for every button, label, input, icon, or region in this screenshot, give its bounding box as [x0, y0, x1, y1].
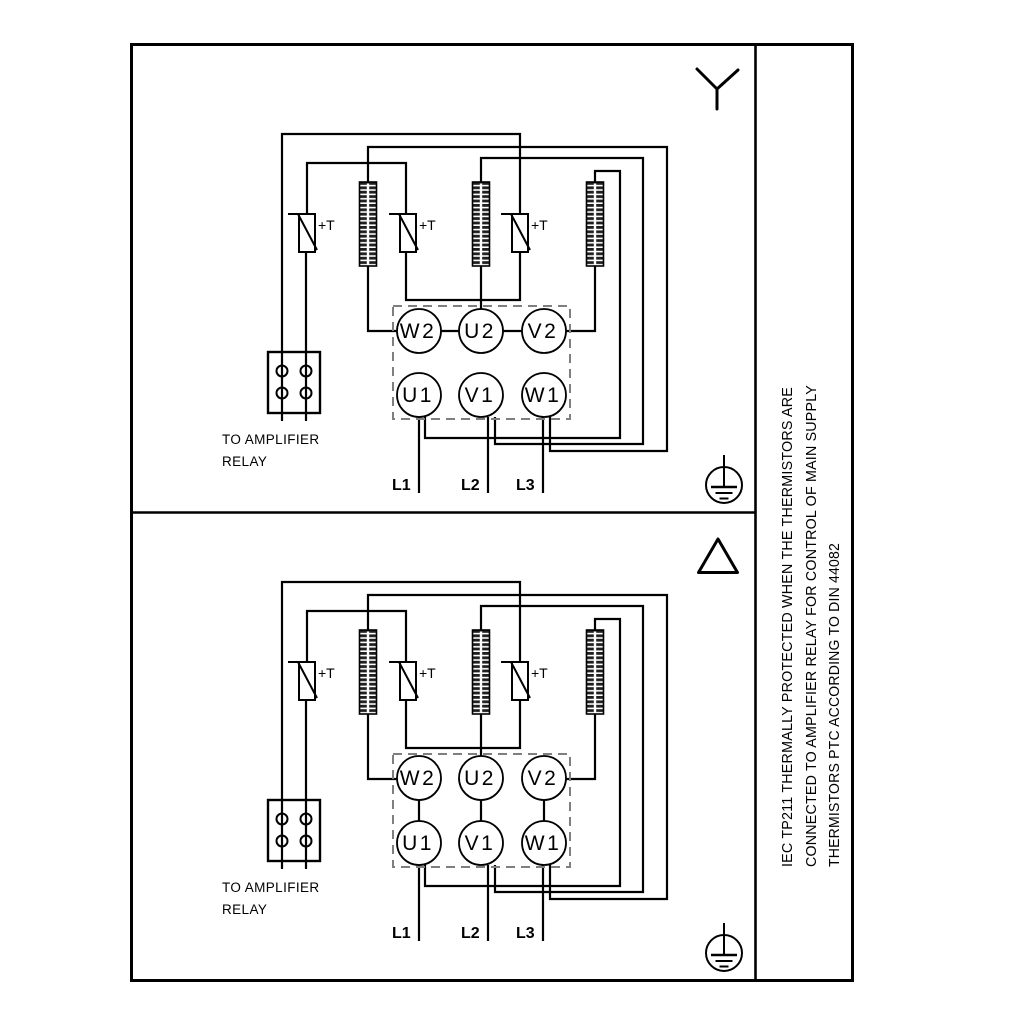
- supply-line-l3: L3: [516, 477, 535, 494]
- terminal-label-w1: W1: [524, 832, 562, 855]
- side-note: [779, 360, 843, 867]
- relay-note-line1: TO AMPLIFIER: [222, 880, 320, 895]
- star-connection-icon: [697, 69, 738, 109]
- thermistor-label: +T: [318, 665, 335, 681]
- thermistor-label: +T: [531, 217, 548, 233]
- terminal-label-v1: V1: [464, 832, 496, 855]
- thermistor-label: +T: [419, 217, 436, 233]
- terminal-label-w2: W2: [399, 767, 437, 790]
- thermistor-label: +T: [531, 665, 548, 681]
- motor-winding-coil: [473, 630, 490, 714]
- ptc-thermistor: [288, 662, 317, 700]
- ptc-thermistor: [389, 662, 418, 700]
- ptc-thermistor: [501, 662, 530, 700]
- star-panel: [222, 69, 742, 503]
- thermistor-label: +T: [419, 665, 436, 681]
- side-note-line1: IEC TP211 THERMALLY PROTECTED WHEN THE THERMISTORS ARE: [779, 364, 796, 867]
- motor-winding-coil: [360, 630, 377, 714]
- terminal-label-w2: W2: [399, 320, 437, 343]
- terminal-label-v1: V1: [464, 384, 496, 407]
- delta-connection-icon: [699, 539, 738, 573]
- terminal-label-u2: U2: [464, 767, 496, 790]
- amplifier-relay-box: [268, 352, 320, 413]
- side-note-line2: CONNECTED TO AMPLIFIER RELAY FOR CONTROL OF MAIN SUPPLY: [803, 360, 820, 867]
- terminal-label-v2: V2: [527, 320, 559, 343]
- supply-line-l3: L3: [516, 925, 535, 942]
- relay-note-line2: RELAY: [222, 454, 268, 469]
- motor-winding-coil: [587, 182, 604, 266]
- delta-panel: [222, 539, 742, 971]
- terminal-label-w1: W1: [524, 384, 562, 407]
- supply-line-l1: L1: [392, 925, 411, 942]
- supply-line-l1: L1: [392, 477, 411, 494]
- side-note-line3: THERMISTORS PTC ACCORDING TO DIN 44082: [826, 520, 843, 867]
- supply-line-l2: L2: [461, 477, 480, 494]
- thermistor-label: +T: [318, 217, 335, 233]
- motor-winding-coil: [473, 182, 490, 266]
- relay-note-line2: RELAY: [222, 902, 268, 917]
- earth-ground-icon: [706, 455, 742, 503]
- supply-line-l2: L2: [461, 925, 480, 942]
- terminal-label-u2: U2: [464, 320, 496, 343]
- amplifier-relay-box: [268, 800, 320, 861]
- motor-winding-coil: [360, 182, 377, 266]
- ptc-thermistor: [501, 214, 530, 252]
- ptc-thermistor: [288, 214, 317, 252]
- ptc-thermistor: [389, 214, 418, 252]
- terminal-label-u1: U1: [402, 832, 434, 855]
- relay-note-line1: TO AMPLIFIER: [222, 432, 320, 447]
- earth-ground-icon: [706, 923, 742, 971]
- motor-winding-coil: [587, 630, 604, 714]
- terminal-label-u1: U1: [402, 384, 434, 407]
- terminal-label-v2: V2: [527, 767, 559, 790]
